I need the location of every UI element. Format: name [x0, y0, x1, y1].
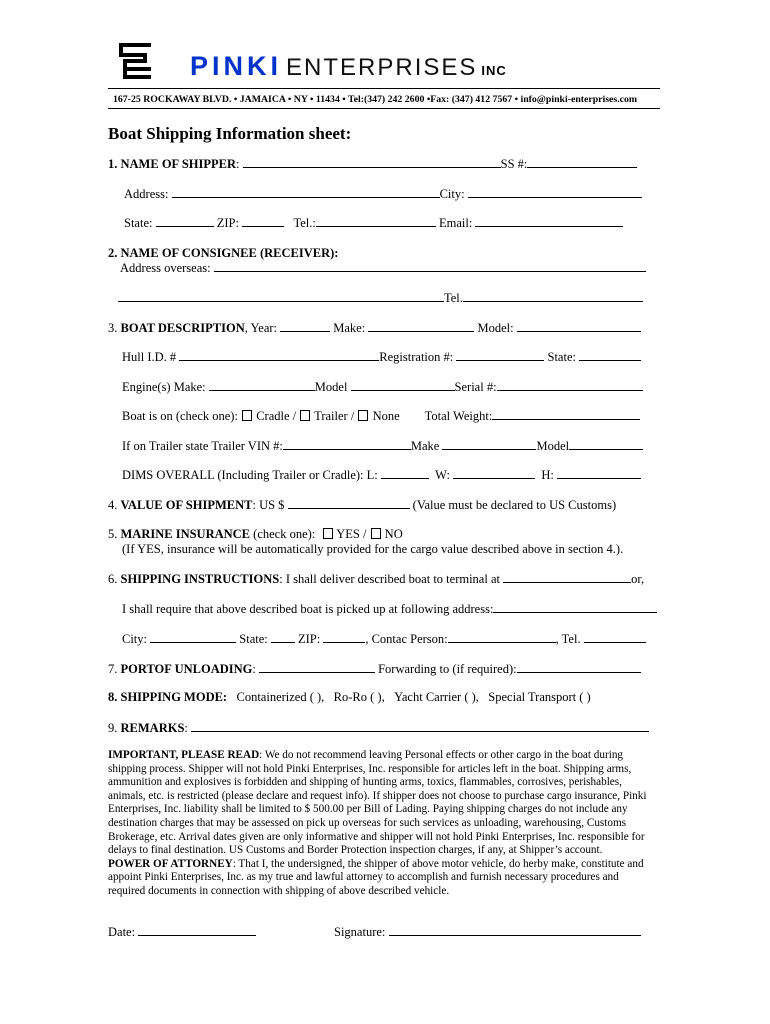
remarks-field[interactable]	[191, 720, 649, 732]
section-consignee	[108, 246, 338, 261]
instructions-label: SHIPPING INSTRUCTIONS	[120, 572, 280, 586]
pickup-city-row	[122, 631, 646, 647]
brand-enterprises: ENTERPRISES	[286, 54, 478, 81]
pickup-zip-label: ZIP:	[297, 632, 321, 646]
insurance-yes-checkbox[interactable]	[323, 528, 333, 539]
instructions-section-number: 6.	[108, 572, 118, 586]
dims-width-field[interactable]	[453, 467, 535, 479]
poa-label: POWER OF ATTORNEY	[108, 857, 233, 870]
dims-w-label: W:	[435, 468, 450, 482]
pickup-tel-field[interactable]	[584, 631, 646, 643]
total-weight-field[interactable]	[492, 408, 640, 420]
ss-field[interactable]	[527, 156, 637, 168]
email-label: Email:	[438, 216, 473, 230]
boat-on-label: Boat is on (check one):	[122, 409, 238, 423]
header-rule-bottom	[108, 108, 660, 109]
signature-label: Signature:	[334, 925, 386, 939]
trailer-make-field[interactable]	[442, 438, 536, 450]
section-shipper: 1. NAME OF SHIPPER: SS #:	[108, 156, 637, 172]
insurance-section-number: 5.	[108, 527, 118, 541]
shipping-mode-label: 8. SHIPPING MODE:	[108, 690, 228, 704]
remarks-label: REMARKS	[120, 721, 185, 735]
engine-model-label: Model	[314, 380, 348, 394]
boat-state-label: State:	[547, 350, 576, 364]
shipper-address-row	[124, 186, 642, 202]
deliver-text: : I shall deliver described boat to terminal at	[279, 572, 500, 586]
trailer-make-label: Make	[410, 439, 440, 453]
brand-name: PINKI	[190, 51, 283, 81]
tel-label: Tel.:	[293, 216, 316, 230]
state-label: State:	[124, 216, 153, 230]
port-colon: :	[252, 662, 256, 676]
forwarding-label: Forwarding to (if required):	[378, 662, 517, 676]
engine-row	[122, 379, 643, 395]
dims-length-field[interactable]	[381, 467, 429, 479]
pickup-state-field[interactable]	[271, 631, 295, 643]
dims-label: DIMS OVERALL (Including Trailer or Cradle): L:	[122, 468, 378, 482]
date-label: Date:	[108, 925, 136, 939]
pickup-row	[122, 601, 657, 617]
insurance-no-checkbox[interactable]	[371, 528, 381, 539]
insurance-yes-label: YES /	[336, 527, 367, 541]
value-section-number: 4.	[108, 498, 118, 512]
hull-row	[122, 349, 641, 365]
shipper-tel-field[interactable]	[316, 215, 436, 227]
city-label: City:	[439, 187, 465, 201]
shipper-label: 1. NAME OF SHIPPER	[108, 157, 237, 171]
shipper-state-row	[124, 215, 623, 231]
registration-field[interactable]	[456, 349, 544, 361]
dims-height-field[interactable]	[557, 467, 641, 479]
poa-text: : That I, the undersigned, the shipper of above motor vehicle, do herby make, constitute and appoint Pinki Enterprises, Inc. as my true and lawful attorney to accomplish and furnish necessary procedures and required documents in connection with shipping of above described vehicle.	[108, 857, 644, 897]
address-label: Address:	[124, 187, 169, 201]
port-field[interactable]	[259, 661, 375, 673]
shipper-zip-field[interactable]	[242, 215, 284, 227]
port-label: PORTOF UNLOADING	[120, 662, 253, 676]
none-label: None	[372, 409, 400, 423]
model-field[interactable]	[517, 320, 641, 332]
ss-label: SS #:	[500, 157, 528, 171]
none-checkbox[interactable]	[358, 410, 368, 421]
model-label: Model:	[477, 321, 514, 335]
insurance-note: (If YES, insurance will be automatically provided for the cargo value described above in section 4.).	[122, 542, 624, 556]
trailer-vin-label: If on Trailer state Trailer VIN #:	[122, 439, 283, 453]
engine-make-field[interactable]	[209, 379, 315, 391]
important-label: IMPORTANT, PLEASE READ	[108, 749, 260, 761]
pickup-tel-label: , Tel.	[555, 632, 581, 646]
total-weight-label: Total Weight:	[424, 409, 493, 423]
forwarding-field[interactable]	[517, 661, 641, 673]
trailer-model-field[interactable]	[569, 438, 643, 450]
make-field[interactable]	[368, 320, 474, 332]
consignee-address-line2-field[interactable]	[118, 290, 444, 302]
pickup-state-label: State:	[239, 632, 268, 646]
terminal-field[interactable]	[503, 571, 631, 583]
value-field[interactable]	[288, 497, 410, 509]
shipper-email-field[interactable]	[475, 215, 623, 227]
consignee-label: 2. NAME OF CONSIGNEE (RECEIVER):	[108, 246, 339, 260]
header-rule-top	[108, 88, 660, 89]
section-value	[108, 497, 616, 513]
value-note: (Value must be declared to US Customs)	[412, 498, 617, 512]
insurance-label: MARINE INSURANCE	[120, 527, 251, 541]
engine-make-label: Engine(s) Make:	[122, 380, 206, 394]
serial-label: Serial #:	[454, 380, 497, 394]
consignee-tel-field[interactable]	[463, 290, 643, 302]
registration-label: Registration #:	[379, 350, 454, 364]
consignee-address-row	[120, 260, 646, 276]
brand-inc: INC	[481, 63, 507, 78]
shipper-state-field[interactable]	[156, 215, 214, 227]
year-label: , Year:	[244, 321, 278, 335]
address-overseas-label: Address overseas:	[120, 261, 211, 275]
contact-line: 167-25 ROCKAWAY BLVD. • JAMAICA • NY • 11434 • Tel:(347) 242 2600 •Fax: (347) 412 7567 • info@pinki-enterprises.com	[113, 94, 638, 105]
trailer-vin-field[interactable]	[283, 438, 411, 450]
mode-containerized[interactable]: Containerized ( ),	[236, 690, 325, 704]
hull-label: Hull I.D. #	[122, 350, 177, 364]
mode-special-transport[interactable]: Special Transport ( )	[488, 690, 591, 704]
consignee-address-field[interactable]	[214, 260, 646, 272]
section-shipping-mode	[108, 690, 591, 705]
serial-field[interactable]	[497, 379, 643, 391]
insurance-check-label: (check one):	[253, 527, 316, 541]
consignee-tel-label: Tel.	[444, 291, 463, 305]
important-notice	[108, 749, 658, 899]
boat-section-number: 3.	[108, 321, 118, 335]
section-insurance	[108, 527, 403, 542]
pickup-address-field[interactable]	[493, 601, 657, 613]
form-title: Boat Shipping Information sheet:	[108, 124, 352, 143]
port-section-number: 7.	[108, 662, 118, 676]
contact-person-field[interactable]	[448, 631, 556, 643]
signature-row	[334, 924, 641, 940]
company-logo-mark	[118, 42, 152, 80]
hull-field[interactable]	[179, 349, 379, 361]
trailer-label: Trailer /	[314, 409, 355, 423]
contact-label: , Contac Person:	[365, 632, 448, 646]
important-text: : We do not recommend leaving Personal effects or other cargo in the boat during shipping process. Shipper will not hold Pinki Enterprises, Inc. responsible for articles left in the boat. Shipping arms, ammunition and explosives is forbidden and shipping of hunting arms, toxics, flammables, corrosives, perishables, animals, etc. is restricted (please declare and request info). If shipper does not choose to purchase cargo insurance, Pinki Enterprises, Inc. liability shall be limited to $ 500.00 per Bill of Lading. Paying shipping charges do not include any destination charges that may be assessed on pick up overseas for such services as unloading, warehousing, Customs Brokerage, etc. Arrival dates given are only informative and shipper will not hold Pinki Enterprises, Inc. responsible for delays to final destination. US Customs and Border Protection inspection charges, if any, at Shipper’s account.	[108, 749, 647, 857]
year-field[interactable]	[280, 320, 330, 332]
shipper-name-field[interactable]	[243, 156, 501, 168]
remarks-colon: :	[184, 721, 188, 735]
date-row	[108, 924, 256, 940]
mode-roro[interactable]: Ro-Ro ( ),	[333, 690, 385, 704]
section-boat-description	[108, 320, 641, 336]
cradle-label: Cradle /	[256, 409, 297, 423]
pickup-text: I shall require that above described boat is picked up at following address:	[122, 602, 494, 616]
section-shipping-instructions	[108, 571, 644, 587]
dims-row	[122, 467, 641, 483]
shipper-city-field[interactable]	[468, 186, 642, 198]
insurance-no-label: NO	[384, 527, 403, 541]
pickup-zip-field[interactable]	[323, 631, 365, 643]
trailer-checkbox[interactable]	[300, 410, 310, 421]
mode-yacht-carrier[interactable]: Yacht Carrier ( ),	[394, 690, 479, 704]
pickup-city-label: City:	[122, 632, 148, 646]
pickup-city-field[interactable]	[150, 631, 236, 643]
section-port-unloading	[108, 661, 641, 677]
boat-on-row	[122, 408, 640, 424]
dims-h-label: H:	[541, 468, 554, 482]
company-brand	[190, 51, 507, 81]
remarks-section-number: 9.	[108, 721, 118, 735]
make-label: Make:	[333, 321, 366, 335]
signature-field[interactable]	[389, 924, 641, 936]
us-label: : US $	[252, 498, 285, 512]
or-text: or,	[631, 572, 645, 586]
boat-state-field[interactable]	[579, 349, 641, 361]
cradle-checkbox[interactable]	[242, 410, 252, 421]
date-field[interactable]	[138, 924, 256, 936]
boat-description-label: BOAT DESCRIPTION	[120, 321, 245, 335]
section-remarks	[108, 720, 649, 736]
trailer-vin-row	[122, 438, 643, 454]
value-label: VALUE OF SHIPMENT	[120, 498, 253, 512]
trailer-model-label: Model	[536, 439, 570, 453]
engine-model-field[interactable]	[351, 379, 455, 391]
zip-label: ZIP:	[216, 216, 239, 230]
consignee-tel-row	[118, 290, 643, 306]
shipper-address-field[interactable]	[172, 186, 440, 198]
